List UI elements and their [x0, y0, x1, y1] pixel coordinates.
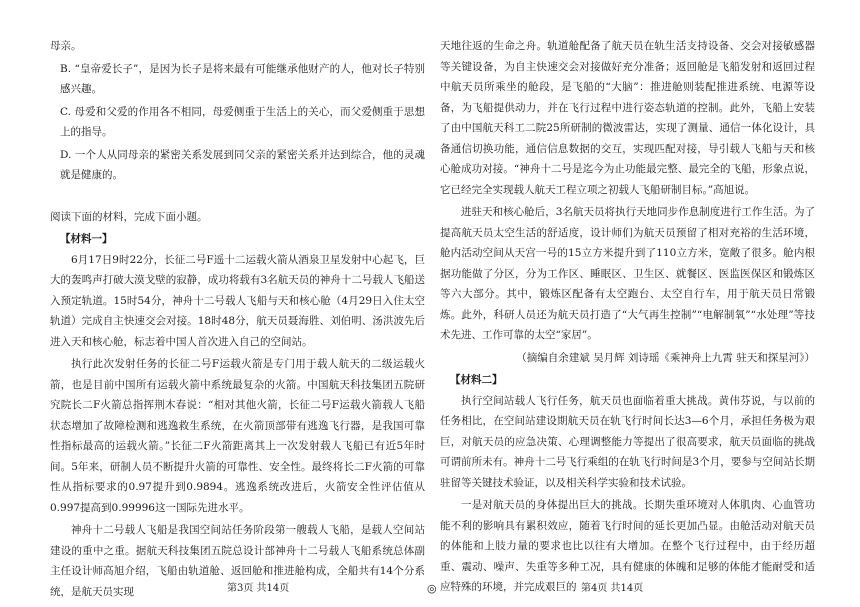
binding-mark-icon: ◎ — [427, 582, 437, 595]
material-one-paragraph: 神舟十二号载人飞船是我国空间站任务阶段第一艘载人飞船，是载人空间站建设的重中之重。据航天科技集团五院总设计部神舟十二号载人飞船系统总体副主任设计师高旭介绍，飞船由轨道舱、返回舱和推进舱构成，全船共有14个分系统，是航天员实现 — [50, 524, 425, 598]
option-d: D. 一个人从同母亲的紧密关系发展到同父亲的紧密关系并达到综合，他的灵魂就是健康的。 — [60, 148, 425, 181]
material-one-heading: 【材料一】 — [60, 233, 113, 245]
left-column — [50, 0, 425, 602]
option-c: C. 母爱和父爱的作用各不相同，母爱侧重于生活上的关心，而父爱侧重于思想上的指导。 — [60, 105, 425, 138]
reading-instruction: 阅读下面的材料，完成下面小题。 — [50, 210, 208, 223]
material-two-heading: 【材料二】 — [450, 374, 503, 386]
right-column — [440, 0, 815, 598]
page-number-right: 第4页 共14页 — [581, 583, 644, 594]
material-one-paragraph: 执行此次发射任务的长征二号F运载火箭是专门用于载人航天的二级运载火箭，也是目前中国所有运载火箭中系统最复杂的火箭。中国航天科技集团五院研究院长二F火箭总指挥荆木春说：“相对其他火箭，长征二号F运载火箭载人飞船状态增加了故障检测和逃逸救生系统，在火箭顶部带有逃逸飞行器，是我国可靠性指标最高的运载火箭。”长征二F火箭距离其上一次发射载人飞船已有近5年时间。5年来，研制人员不断提升火箭的可靠性、安全性。最终将长二F火箭的可靠性从指标要求的0.97提升到0.9894。逃逸系统改进后，火箭安全性评估值从0.997提高到0.99996这一国际先进水平。 — [50, 358, 425, 514]
material-one-paragraph: 6月17日9时22分，长征二号F遥十二运载火箭从酒泉卫星发射中心起飞，巨大的轰鸣声打破大漠戈壁的寂静，成功将载有3名航天员的神舟十二号载人飞船送入预定轨道。15时54分，神舟十二号载人飞船与天和核心舱（4月29日入住太空轨道）完成自主快速交会对接。18时48分，航天员聂海胜、刘伯明、汤洪波先后进入天和核心舱，标志着中国人首次进入自己的空间站。 — [50, 253, 425, 348]
option-b: B. “皇帝爱长子”，是因为长子是将来最有可能继承他财产的人，他对长子特别感兴趣。 — [60, 62, 425, 95]
source-citation: （摘编自余建斌 吴月辉 刘诗瑶《乘神舟上九霄 驻天和探星河》） — [516, 351, 815, 364]
material-two-paragraph: 执行空间站载人飞行任务，航天员也面临着重大挑战。黄伟芬说，与以前的任务相比，在空间站建设期航天员在轨飞行时间长达3—6个月，承担任务极为艰巨，对航天员的应急决策、心理调整能力等提出了很高要求，航天员面临的挑战可谓前所未有。神舟十二号飞行乘组的在轨飞行时间是3个月，要参与空间站长期驻留等关键技术验证，以及相关科学实验和技术试验。 — [440, 394, 815, 489]
material-one-paragraph: 天地往返的生命之舟。轨道舱配备了航天员在轨生活支持设备、交会对接敏感器等关键设备，为自主快速交会对接做好充分准备；返回舱是飞船发射和返回过程中航天员所乘坐的舱段，是飞船的“大脑”：推进舱则装配推进系统、电源等设备，为飞船提供动力，并在飞行过程中进行姿态轨道的控制。此外，飞船上安装了由中国航天科工二院25所研制的微波雷达，实现了测量、通信一体化设计，具备通信切换功能，通信信息数据的交互，实现匹配对接，导引载人飞船与天和核心舱成功对接。“神舟十二号是迄今为止功能最完整、最完全的飞船，形象点说，它已经完全实现载人航天工程立项之初载人飞船研制目标。”高旭说。 — [440, 40, 815, 196]
page-number-left: 第3页 共14页 — [227, 583, 290, 594]
material-one-paragraph: 进驻天和核心舱后，3名航天员将执行天地同步作息制度进行工作生活。为了提高航天员太空生活的舒适度，设计师们为航天员预留了相对充裕的生活环境，舱内活动空间从天宫一号的15立方米提升到了110立方米，宽敞了很多。舱内根据功能做了分区，分为工作区、睡眠区、卫生区、就餐区、医监医保区和锻炼区等六大部分。其中，锻炼区配备有太空跑台、太空自行车，用于航天员日常锻炼。此外，科研人员还为航天员打造了“大气再生控制”“电解制氧”“水处理”等技术先进、工作可靠的太空“家居”。 — [440, 206, 815, 341]
material-two-paragraph: 一是对航天员的身体提出巨大的挑战。长期失重环境对人体肌肉、心血管功能不利的影响具有累积效应，随着飞行时间的延长更加凸显。由舱活动对航天员的体能和上肢力量的要求也比以往有大增加。在整个飞行过程中，由于经历超重、震动、噪声、失重等多种工况，具有健康的体魄和足够的体能才能耐受和适应特殊的环境，并完成艰巨的 — [440, 499, 815, 593]
left-paragraph-continuation: 母亲。 — [50, 40, 82, 52]
